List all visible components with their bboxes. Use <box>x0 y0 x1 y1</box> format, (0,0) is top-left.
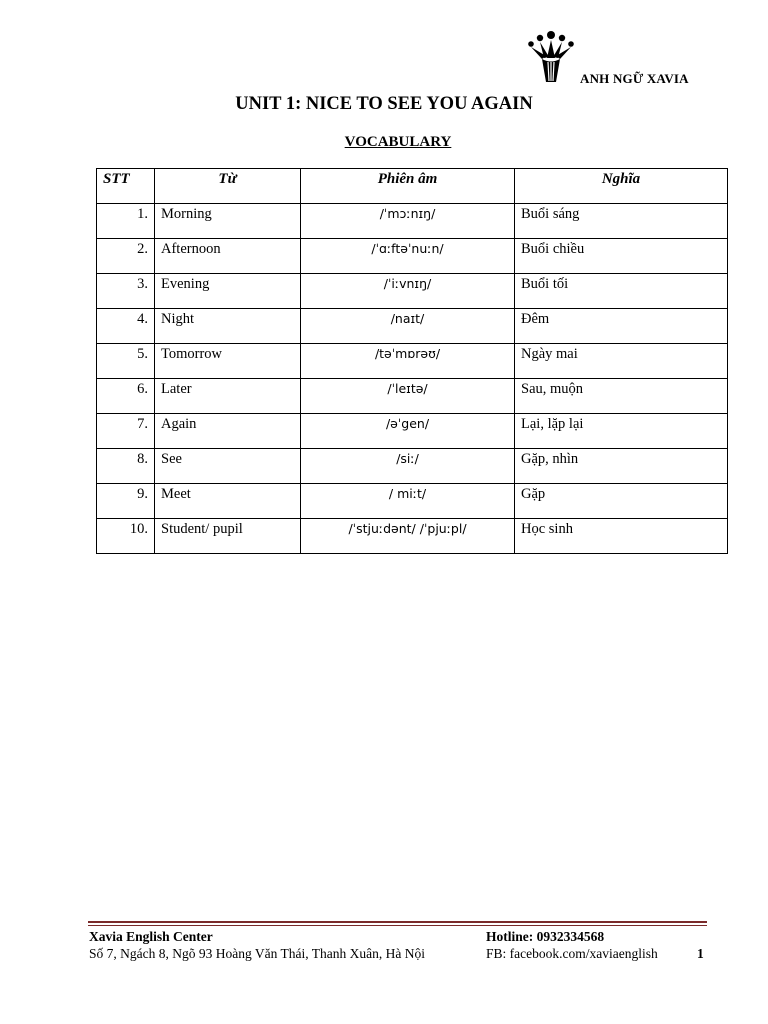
brand-name: ANH NGỮ XAVIA <box>580 71 689 86</box>
footer-facebook: FB: facebook.com/xaviaenglish <box>486 946 658 961</box>
footer-rule <box>88 921 707 923</box>
row-number: 1. <box>97 204 155 239</box>
row-number: 6. <box>97 379 155 414</box>
row-ipa: /təˈmɒrəʊ/ <box>301 344 515 379</box>
table-row <box>97 274 728 309</box>
footer-hotline: Hotline: 0932334568 <box>486 929 605 944</box>
row-meaning: Đêm <box>515 309 728 344</box>
table-row <box>97 519 728 554</box>
row-word: Afternoon <box>155 239 301 274</box>
vocabulary-table <box>96 168 728 554</box>
row-ipa: /ˈɑːftəˈnuːn/ <box>301 239 515 274</box>
row-word: See <box>155 449 301 484</box>
row-meaning: Buổi chiều <box>515 239 728 274</box>
table-row <box>97 414 728 449</box>
row-number: 7. <box>97 414 155 449</box>
row-number: 10. <box>97 519 155 554</box>
row-ipa: /əˈgen/ <box>301 414 515 449</box>
table-row <box>97 379 728 414</box>
table-header-row <box>97 169 728 204</box>
row-word: Student/ pupil <box>155 519 301 554</box>
row-number: 4. <box>97 309 155 344</box>
column-header-word: Từ <box>155 169 301 204</box>
column-header-ipa: Phiên âm <box>301 169 515 204</box>
table-row <box>97 484 728 519</box>
section-subtitle: VOCABULARY <box>344 134 452 150</box>
column-header-meaning: Nghĩa <box>515 169 728 204</box>
table-row <box>97 239 728 274</box>
row-ipa: /ˈleɪtə/ <box>301 379 515 414</box>
page-number: 1 <box>697 946 704 961</box>
table-row <box>97 309 728 344</box>
row-word: Later <box>155 379 301 414</box>
row-ipa: /ˈiːvnɪŋ/ <box>301 274 515 309</box>
row-ipa: /ˈmɔːnɪŋ/ <box>301 204 515 239</box>
row-word: Tomorrow <box>155 344 301 379</box>
page-title: UNIT 1: NICE TO SEE YOU AGAIN <box>235 94 533 114</box>
row-word: Evening <box>155 274 301 309</box>
row-ipa: /siː/ <box>301 449 515 484</box>
row-meaning: Gặp <box>515 484 728 519</box>
column-header-stt: STT <box>97 169 155 204</box>
table-row <box>97 344 728 379</box>
xavia-logo-icon <box>522 28 580 86</box>
footer-address: Số 7, Ngách 8, Ngõ 93 Hoàng Văn Thái, Thanh Xuân, Hà Nội <box>89 946 425 961</box>
row-meaning: Buổi tối <box>515 274 728 309</box>
footer-center-name: Xavia English Center <box>89 929 213 944</box>
row-word: Meet <box>155 484 301 519</box>
table-row <box>97 449 728 484</box>
row-word: Morning <box>155 204 301 239</box>
row-ipa: /naɪt/ <box>301 309 515 344</box>
row-ipa: / miːt/ <box>301 484 515 519</box>
row-meaning: Ngày mai <box>515 344 728 379</box>
row-meaning: Lại, lặp lại <box>515 414 728 449</box>
row-number: 8. <box>97 449 155 484</box>
row-meaning: Học sinh <box>515 519 728 554</box>
row-meaning: Sau, muộn <box>515 379 728 414</box>
row-meaning: Buổi sáng <box>515 204 728 239</box>
row-meaning: Gặp, nhìn <box>515 449 728 484</box>
table-row <box>97 204 728 239</box>
row-number: 5. <box>97 344 155 379</box>
footer-rule-thin <box>88 925 707 926</box>
row-number: 9. <box>97 484 155 519</box>
row-number: 3. <box>97 274 155 309</box>
row-word: Again <box>155 414 301 449</box>
row-ipa: /ˈstjuːdənt/ /ˈpjuːpl/ <box>301 519 515 554</box>
row-word: Night <box>155 309 301 344</box>
row-number: 2. <box>97 239 155 274</box>
